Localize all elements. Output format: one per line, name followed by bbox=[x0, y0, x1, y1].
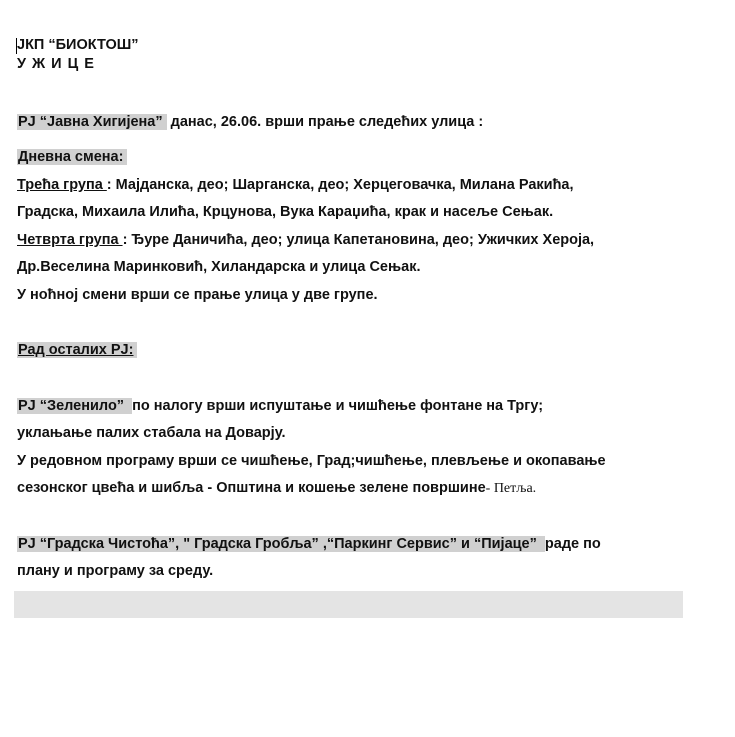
other-units-names: РЈ “Градска Чистоћа”, " Градска Гробља” ,“Паркинг Сервис” и “Пијаце” bbox=[17, 536, 545, 552]
night-shift-note: У ноћној смени врши се прање улица у две групе. bbox=[17, 287, 378, 303]
group4-streets-2: Др.Веселина Маринковић, Хиландарска и улица Сењак. bbox=[17, 259, 421, 275]
greenery-text-3: У редовном програму врши се чишћење, Град;чишћење, плевљење и окопавање bbox=[17, 453, 606, 469]
greenery-line1 bbox=[17, 397, 543, 415]
other-units-text-2: плану и програму за среду. bbox=[17, 563, 214, 579]
day-shift-heading bbox=[17, 148, 127, 166]
greenery-text-2: уклањање палих стабала на Доварју. bbox=[17, 425, 286, 441]
hygiene-paragraph bbox=[17, 113, 483, 131]
greenery-line4 bbox=[17, 479, 536, 498]
group3-streets-1: : Мајданска, део; Шарганска, део; Херцеговачка, Милана Ракића, bbox=[106, 177, 574, 193]
greenery-text-1: по налогу врши испуштање и чишћење фонтане на Тргу; bbox=[132, 398, 544, 414]
greenery-unit-name: РЈ “Зеленило” bbox=[17, 398, 132, 414]
group3-streets-2: Градска, Михаила Илића, Крцунова, Вука Караџића, крак и насеље Сењак. bbox=[17, 204, 554, 220]
city-name: У Ж И Ц Е bbox=[17, 56, 95, 72]
other-units-label: Рад осталих РЈ: bbox=[17, 342, 137, 358]
group4-line1 bbox=[17, 231, 594, 249]
group4-label: Четврта група bbox=[17, 232, 123, 248]
group3-label: Трећа група bbox=[17, 177, 107, 193]
highlighted-empty-line bbox=[14, 591, 683, 618]
day-shift-label: Дневна смена: bbox=[17, 149, 127, 165]
other-units-text-1: раде по bbox=[544, 536, 601, 552]
other-units-line1 bbox=[17, 535, 601, 553]
greenery-text-4: сезонског цвећа и шибља - Општина и кошење зелене површине bbox=[17, 480, 486, 496]
group4-streets-1: : Ђуре Даничића, део; улица Капетановина, део; Ужичких Хероја, bbox=[122, 232, 595, 248]
company-name: ЈКП “БИОКТОШ” bbox=[17, 37, 139, 53]
hygiene-text: данас, 26.06. врши прање следећих улица : bbox=[166, 114, 484, 130]
greenery-text-4-tail: - Петља. bbox=[485, 481, 537, 496]
other-units-heading bbox=[17, 341, 137, 359]
group3-line1 bbox=[17, 176, 574, 194]
hygiene-unit-name: РЈ “Јавна Хигијена” bbox=[17, 114, 167, 130]
